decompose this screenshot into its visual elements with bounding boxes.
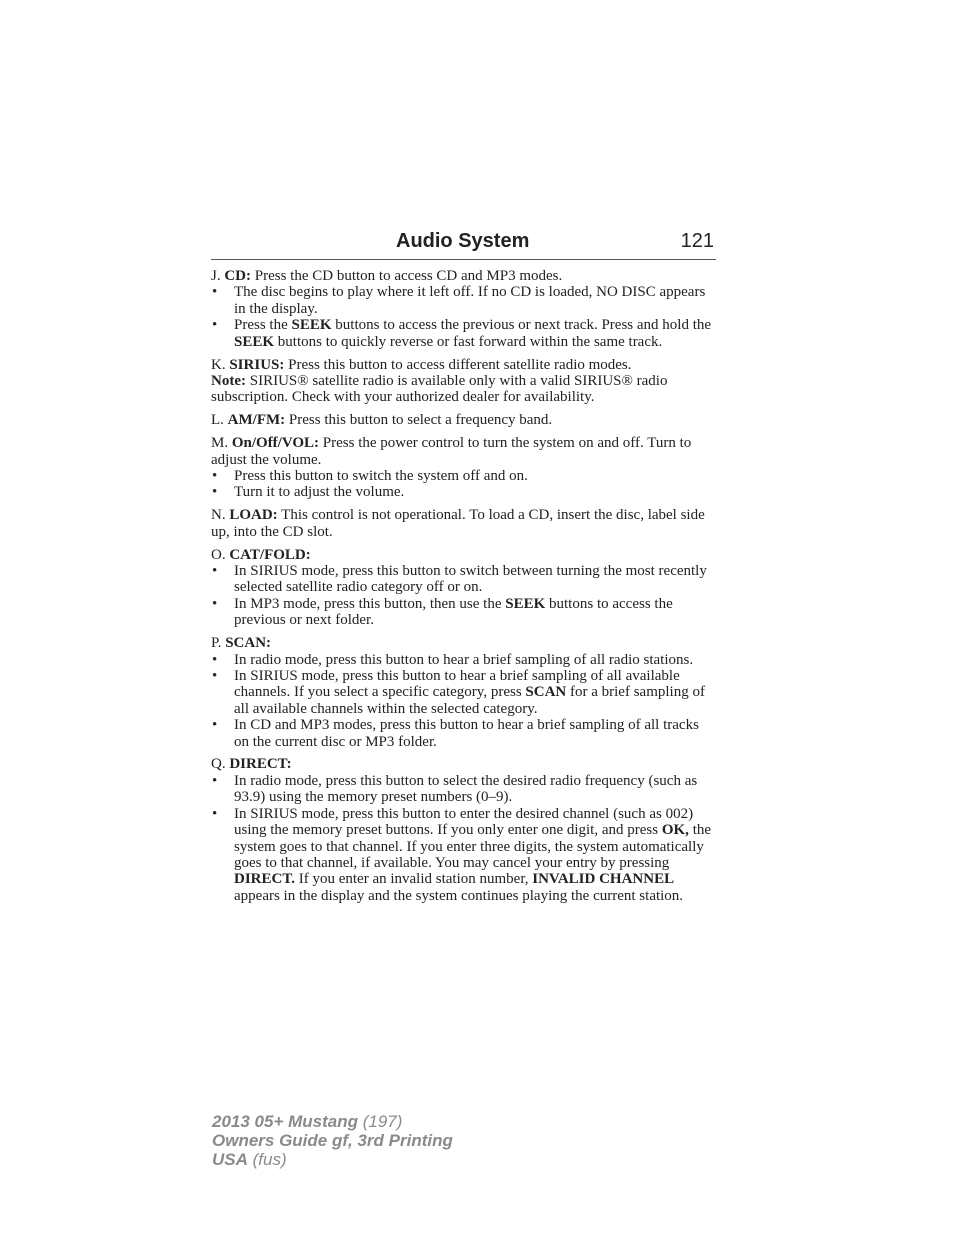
item-o-bullets <box>211 563 716 629</box>
page-body <box>211 268 716 911</box>
page-number: 121 <box>680 230 714 252</box>
item-l: L. AM/FM: Press this button to select a frequency band. <box>211 412 553 429</box>
item-k: K. SIRIUS: Press this button to access different satellite radio modes. Note: SIRIUS® satellite radio is available only with a valid SIRIUS® radio subscription. Check with your authorized dealer for availability. <box>211 356 668 406</box>
item-j-bullets <box>211 284 716 350</box>
page-footer <box>212 1112 453 1169</box>
list-item: • Press this button to switch the system off and on. <box>212 467 528 484</box>
list-item: • In radio mode, press this button to hear a brief sampling of all radio stations. <box>212 651 694 668</box>
list-item: • In SIRIUS mode, press this button to hear a brief sampling of all available channels. If you select a specific category, press SCAN for a brief sampling of all available channels within the selected category. <box>212 667 705 717</box>
item-q-bullets <box>211 773 716 904</box>
list-item: • In CD and MP3 modes, press this button to hear a brief sampling of all tracks on the current disc or MP3 folder. <box>212 717 699 750</box>
list-item: • In SIRIUS mode, press this button to switch between turning the most recently selected satellite radio category off or on. <box>212 563 707 596</box>
item-p: P. SCAN: <box>211 635 272 652</box>
item-m: M. On/Off/VOL: Press the power control to turn the system on and off. Turn to adjust the volume. <box>211 435 692 468</box>
list-item: • In radio mode, press this button to select the desired radio frequency (such as 93.9) using the memory preset numbers (0–9). <box>212 772 698 806</box>
footer-line-2: Owners Guide gf, 3rd Printing <box>212 1131 453 1150</box>
item-m-bullets <box>211 468 716 501</box>
list-item: • In SIRIUS mode, press this button to enter the desired channel (such as 002) using the memory preset buttons. If you only enter one digit, and press OK, the system goes to that channel. If you enter three digits, the system automatically goes to that channel, if available. You may cancel your entry by pressing DIRECT. If you enter an invalid station number, INVALID CHANNEL appears in the display and the system continues playing the current station. <box>212 805 712 904</box>
note-label: Note: <box>211 372 246 389</box>
page-header <box>211 229 716 260</box>
item-n: N. LOAD: This control is not operational. To load a CD, insert the disc, label side up, into the CD slot. <box>211 507 705 540</box>
list-item: • In MP3 mode, press this button, then use the SEEK buttons to access the previous or next folder. <box>212 595 673 629</box>
list-item: • Press the SEEK buttons to access the previous or next track. Press and hold the SEEK buttons to quickly reverse or fast forward within the same track. <box>212 317 712 350</box>
item-p-bullets <box>211 652 716 750</box>
item-q: Q. DIRECT: <box>211 756 292 773</box>
item-o: O. CAT/FOLD: <box>211 546 311 563</box>
list-item: • Turn it to adjust the volume. <box>212 484 405 501</box>
section-title: Audio System <box>396 230 530 252</box>
list-item: • The disc begins to play where it left off. If no CD is loaded, NO DISC appears in the display. <box>212 284 706 317</box>
footer-line-1: 2013 05+ Mustang (197) <box>212 1112 403 1131</box>
item-j: J. CD: Press the CD button to access CD and MP3 modes. <box>211 268 563 284</box>
footer-line-3: USA (fus) <box>212 1150 287 1169</box>
